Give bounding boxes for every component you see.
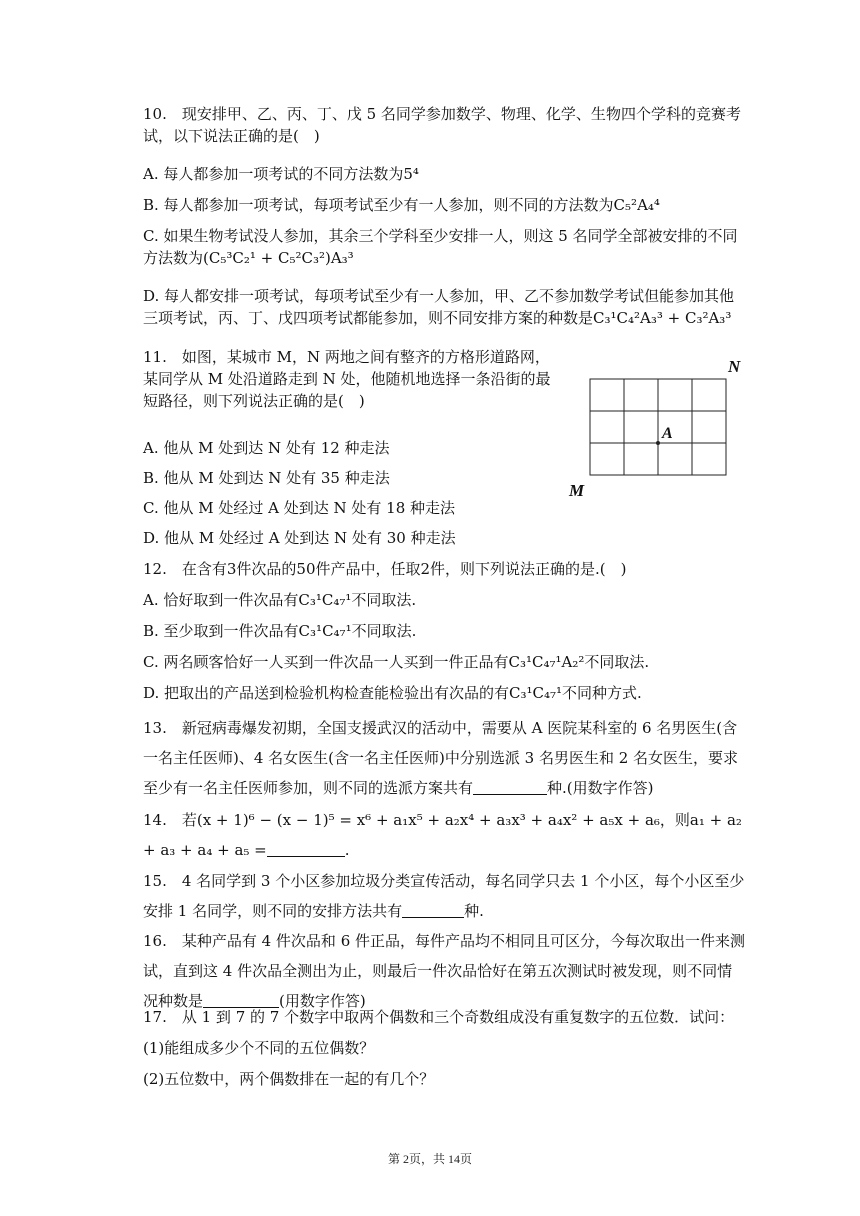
question-10-option-b: B. 每人都参加一项考试，每项考试至少有一人参加，则不同的方法数为C₅²A₄⁴ xyxy=(143,196,660,214)
question-10-option-a: A. 每人都参加一项考试的不同方法数为5⁴ xyxy=(143,165,419,183)
question-16 xyxy=(143,926,747,1016)
label-m: M xyxy=(569,481,585,500)
question-13-text: 13. 新冠病毒爆发初期，全国支援武汉的活动中，需要从 A 医院某科室的 6 名男医生(含一名主任医师)、4 名女医生(含一名主任医师)中分别选派 3 名男医生和 2 名女医生，要求至少有一名主任医师参加，则不同的选派方案共有 xyxy=(143,719,739,797)
label-n: N xyxy=(728,357,741,376)
page-footer: 第 2页，共 14页 xyxy=(387,1152,472,1166)
question-13 xyxy=(143,713,747,803)
question-16-text: 16. 某种产品有 4 件次品和 6 件正品，每件产品均不相同且可区分，今每次取出一件来测试，直到这 4 件次品全测出为止，则最后一件次品恰好在第五次测试时被发现，则不同情况种数是 xyxy=(143,932,746,1010)
question-12-stem: 12. 在含有3件次品的50件产品中，任取2件，则下列说法正确的是.( ) xyxy=(143,560,627,578)
question-14 xyxy=(143,805,747,865)
question-11-option-b: B. 他从 M 处到达 N 处有 35 种走法 xyxy=(143,469,390,487)
question-10-option-d: D. 每人都安排一项考试，每项考试至少有一人参加，甲、乙不参加数学考试但能参加其他三项考试，丙、丁、戊四项考试都能参加，则不同安排方案的种数是C₃¹C₄²A₃³ + C₃²A₃³ xyxy=(143,287,735,327)
question-14-text: 14. 若(x + 1)⁶ − (x − 1)⁵ = x⁶ + a₁x⁵ + a₂x⁴ + a₃x³ + a₄x² + a₅x + a₆，则a₁ + a₂ + a₃ + a₄ + a₅ = xyxy=(143,811,742,859)
question-12-option-b: B. 至少取到一件次品有C₃¹C₄₇¹不同取法. xyxy=(143,622,417,640)
question-14-tail: . xyxy=(344,841,350,859)
question-10-stem: 10. 现安排甲、乙、丙、丁、戊 5 名同学参加数学、物理、化学、生物四个学科的竞赛考试，以下说法正确的是( ) xyxy=(143,105,741,145)
question-12-option-a: A. 恰好取到一件次品有C₃¹C₄₇¹不同取法. xyxy=(143,591,417,609)
question-12-option-c: C. 两名顾客恰好一人买到一件次品一人买到一件正品有C₃¹C₄₇¹A₂²不同取法. xyxy=(143,653,650,671)
question-17-part-2: (2)五位数中，两个偶数排在一起的有几个？ xyxy=(143,1070,435,1088)
question-15-tail: 种. xyxy=(464,902,484,920)
label-a: A xyxy=(662,425,673,442)
answer-blank xyxy=(267,842,345,857)
question-17-stem: 17. 从 1 到 7 的 7 个数字中取两个偶数和三个奇数组成没有重复数字的五位数．试问： xyxy=(143,1008,735,1026)
road-grid-figure xyxy=(565,352,755,502)
question-11-stem: 11. 如图，某城市 M，N 两地之间有整齐的方格形道路网，某同学从 M 处沿道路走到 N 处，他随机地选择一条沿街的最短路径，则下列说法正确的是( ) xyxy=(143,348,551,410)
question-15-text: 15. 4 名同学到 3 个小区参加垃圾分类宣传活动，每名同学只去 1 个小区，每个小区至少安排 1 名同学，则不同的安排方法共有 xyxy=(143,872,745,920)
question-12-option-d: D. 把取出的产品送到检验机构检查能检验出有次品的有C₃¹C₄₇¹不同种方式. xyxy=(143,684,642,702)
question-10-option-c: C. 如果生物考试没人参加，其余三个学科至少安排一人，则这 5 名同学全部被安排的不同方法数为(C₅³C₂¹ + C₅²C₃²)A₃³ xyxy=(143,227,738,267)
answer-blank xyxy=(402,903,464,918)
question-11-option-d: D. 他从 M 处经过 A 处到达 N 处有 30 种走法 xyxy=(143,529,456,547)
question-11-option-c: C. 他从 M 处经过 A 处到达 N 处有 18 种走法 xyxy=(143,499,456,517)
question-15 xyxy=(143,866,747,926)
question-11-option-a: A. 他从 M 处到达 N 处有 12 种走法 xyxy=(143,439,390,457)
answer-blank xyxy=(473,780,547,795)
question-16-tail: (用数字作答) xyxy=(279,992,366,1010)
question-13-tail: 种.(用数字作答) xyxy=(547,779,654,797)
question-17-part-1: (1)能组成多少个不同的五位偶数？ xyxy=(143,1039,375,1057)
